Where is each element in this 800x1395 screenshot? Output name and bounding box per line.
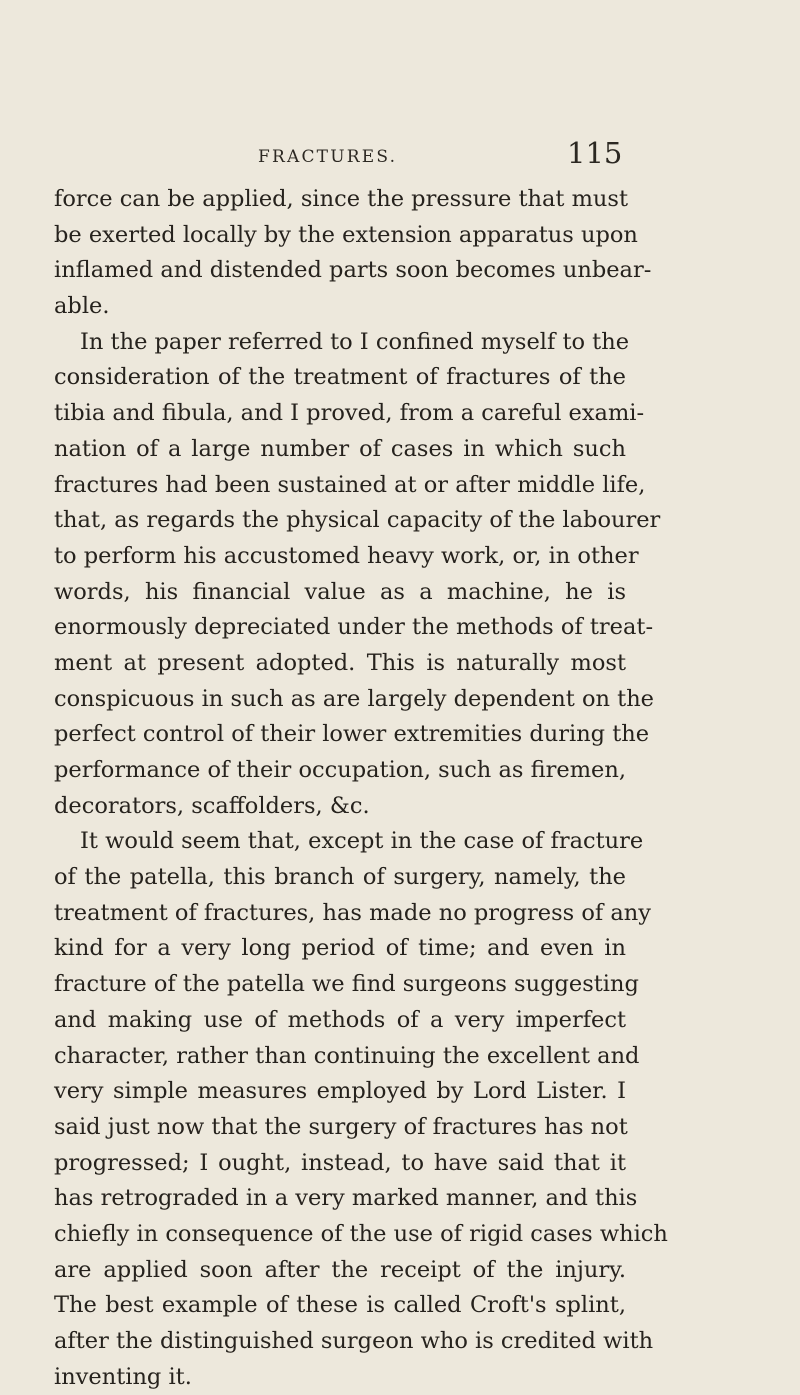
text-line: to perform his accustomed heavy work, or, in other xyxy=(54,542,639,569)
text-line: fractures had been sustained at or after middle life, xyxy=(54,471,646,498)
text-line: of the patella, this branch of surgery, namely, the xyxy=(54,864,626,891)
text-line: It would seem that, except in the case of fracture xyxy=(80,828,644,855)
text-line: inventing it. xyxy=(54,1363,192,1390)
text-line: conspicuous in such as are largely dependent on the xyxy=(54,685,654,712)
body-text xyxy=(54,182,668,1395)
text-line: words, his financial value as a machine, he is xyxy=(54,578,626,605)
page-number: 115 xyxy=(567,136,623,170)
text-line: perfect control of their lower extremities during the xyxy=(54,721,650,748)
text-line: nation of a large number of cases in which such xyxy=(54,435,626,462)
text-line: able. xyxy=(54,293,110,320)
text-line: after the distinguished surgeon who is credited with xyxy=(54,1328,654,1354)
text-line: said just now that the surgery of fractures has not xyxy=(54,1113,628,1140)
text-line: force can be applied, since the pressure that must xyxy=(54,186,629,212)
text-line: very simple measures employed by Lord Lister. I xyxy=(54,1078,626,1105)
text-line: that, as regards the physical capacity of the labourer xyxy=(54,507,661,534)
text-line: character, rather than continuing the excellent and xyxy=(54,1042,640,1069)
text-line: has retrograded in a very marked manner, and this xyxy=(54,1185,638,1212)
text-line: ment at present adopted. This is naturally most xyxy=(54,649,626,676)
text-line: inflamed and distended parts soon becomes unbear- xyxy=(54,257,652,284)
text-line: tibia and fibula, and I proved, from a careful exami- xyxy=(54,400,645,427)
text-line: decorators, scaffolders, &c. xyxy=(54,792,370,819)
text-line: treatment of fractures, has made no progress of any xyxy=(54,899,651,926)
text-line: and making use of methods of a very imperfect xyxy=(54,1006,626,1033)
text-line: kind for a very long period of time; and even in xyxy=(54,935,626,962)
text-line: enormously depreciated under the methods of treat- xyxy=(54,614,654,641)
text-line: In the paper referred to I confined myself to the xyxy=(80,328,630,355)
text-line: chiefly in consequence of the use of rigid cases which xyxy=(54,1220,668,1247)
text-line: consideration of the treatment of fractures of the xyxy=(54,364,626,391)
text-line: fracture of the patella we find surgeons suggesting xyxy=(54,971,639,998)
text-line: are applied soon after the receipt of the injury. xyxy=(54,1256,626,1283)
text-line: performance of their occupation, such as firemen, xyxy=(54,757,626,783)
text-line: The best example of these is called Croft's splint, xyxy=(54,1292,626,1319)
running-head-title: FRACTURES. xyxy=(258,147,398,167)
text-line: be exerted locally by the extension apparatus upon xyxy=(54,221,638,248)
text-line: progressed; I ought, instead, to have said that it xyxy=(54,1149,626,1176)
